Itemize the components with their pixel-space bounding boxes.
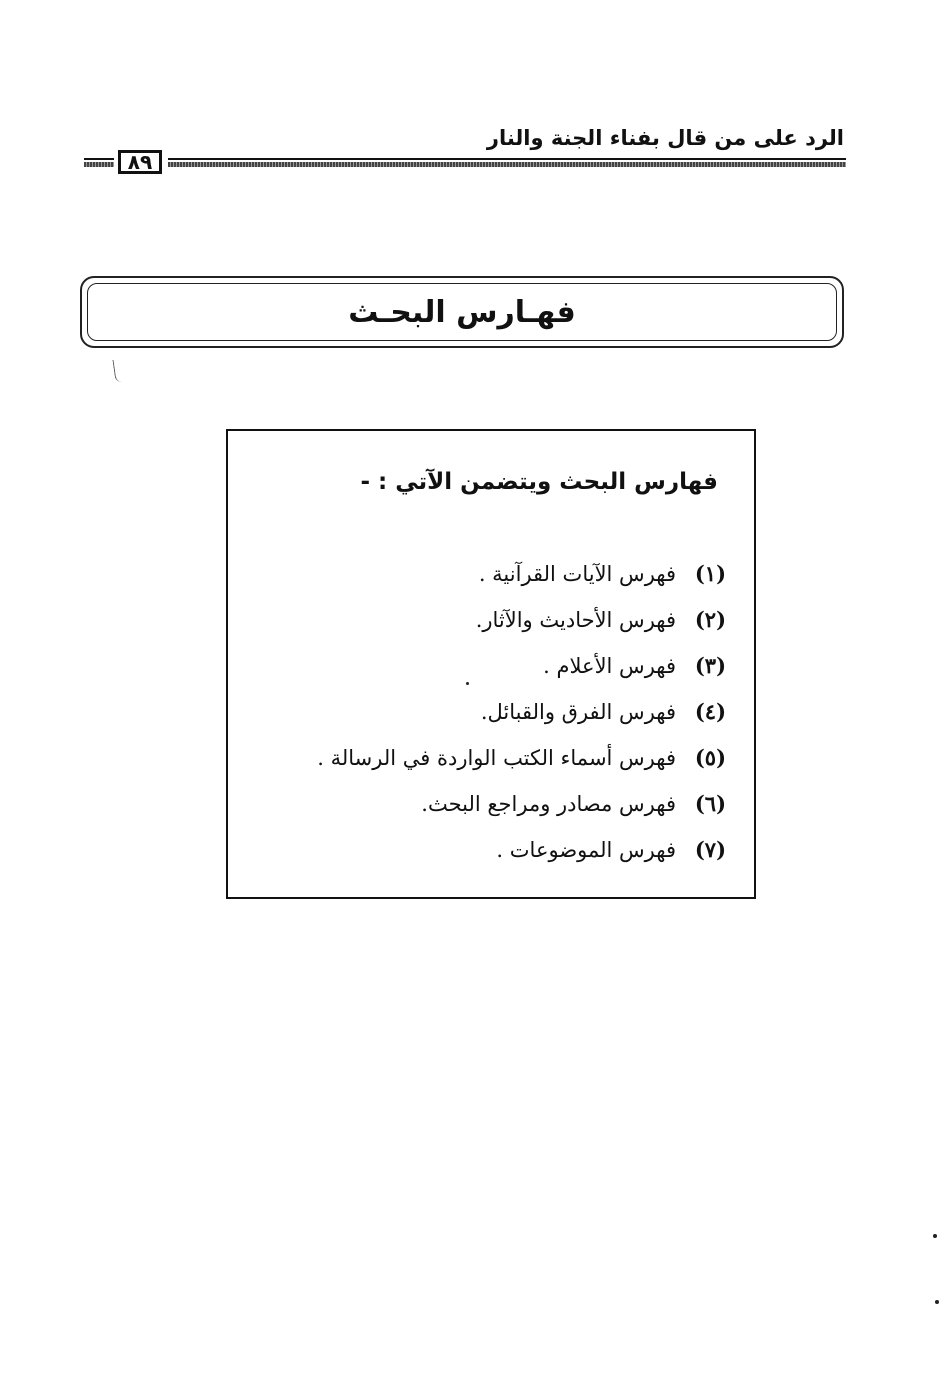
list-item <box>317 791 726 837</box>
item-text: فهرس مصادر ومراجع البحث. <box>421 792 676 816</box>
list-item <box>317 745 726 791</box>
title-frame-inner <box>87 283 837 341</box>
stray-ink-mark <box>112 360 122 382</box>
header-rule-line <box>168 158 846 160</box>
item-text: فهرس الفرق والقبائل. <box>480 700 676 724</box>
ink-speck <box>935 1300 939 1304</box>
page-number: ٨٩ <box>118 150 162 174</box>
list-item <box>317 607 726 653</box>
item-text: فهرس أسماء الكتب الواردة في الرسالة . <box>317 746 676 770</box>
ink-speck <box>466 682 469 685</box>
contents-list <box>317 561 726 883</box>
running-header-title: الرد على من قال بفناء الجنة والنار <box>486 126 844 150</box>
item-number: (٧) <box>694 837 726 862</box>
list-item <box>317 837 726 883</box>
item-number: (٤) <box>694 699 726 724</box>
header-rule-hatch-left <box>84 162 114 167</box>
title-frame <box>80 276 844 348</box>
contents-box <box>226 429 756 899</box>
header-rule-line-left <box>84 158 114 160</box>
item-number: (٢) <box>694 607 726 632</box>
header-rule-hatch <box>168 162 846 167</box>
list-item <box>317 561 726 607</box>
item-text: فهرس الأحاديث والآثار. <box>475 608 676 632</box>
header-rule <box>84 150 846 176</box>
item-number: (٥) <box>694 745 726 770</box>
item-number: (٣) <box>694 653 726 678</box>
list-item <box>317 699 726 745</box>
item-number: (٦) <box>694 791 726 816</box>
list-item <box>317 653 726 699</box>
contents-intro: فهارس البحث ويتضمن الآتي : - <box>360 469 718 495</box>
item-text: فهرس الأعلام . <box>543 654 676 678</box>
item-text: فهرس الآيات القرآنية . <box>478 562 676 586</box>
item-text: فهرس الموضوعات . <box>496 838 676 862</box>
ink-speck <box>933 1234 937 1238</box>
page-title: فهـارس البحـث <box>348 294 576 330</box>
item-number: (١) <box>694 561 726 586</box>
